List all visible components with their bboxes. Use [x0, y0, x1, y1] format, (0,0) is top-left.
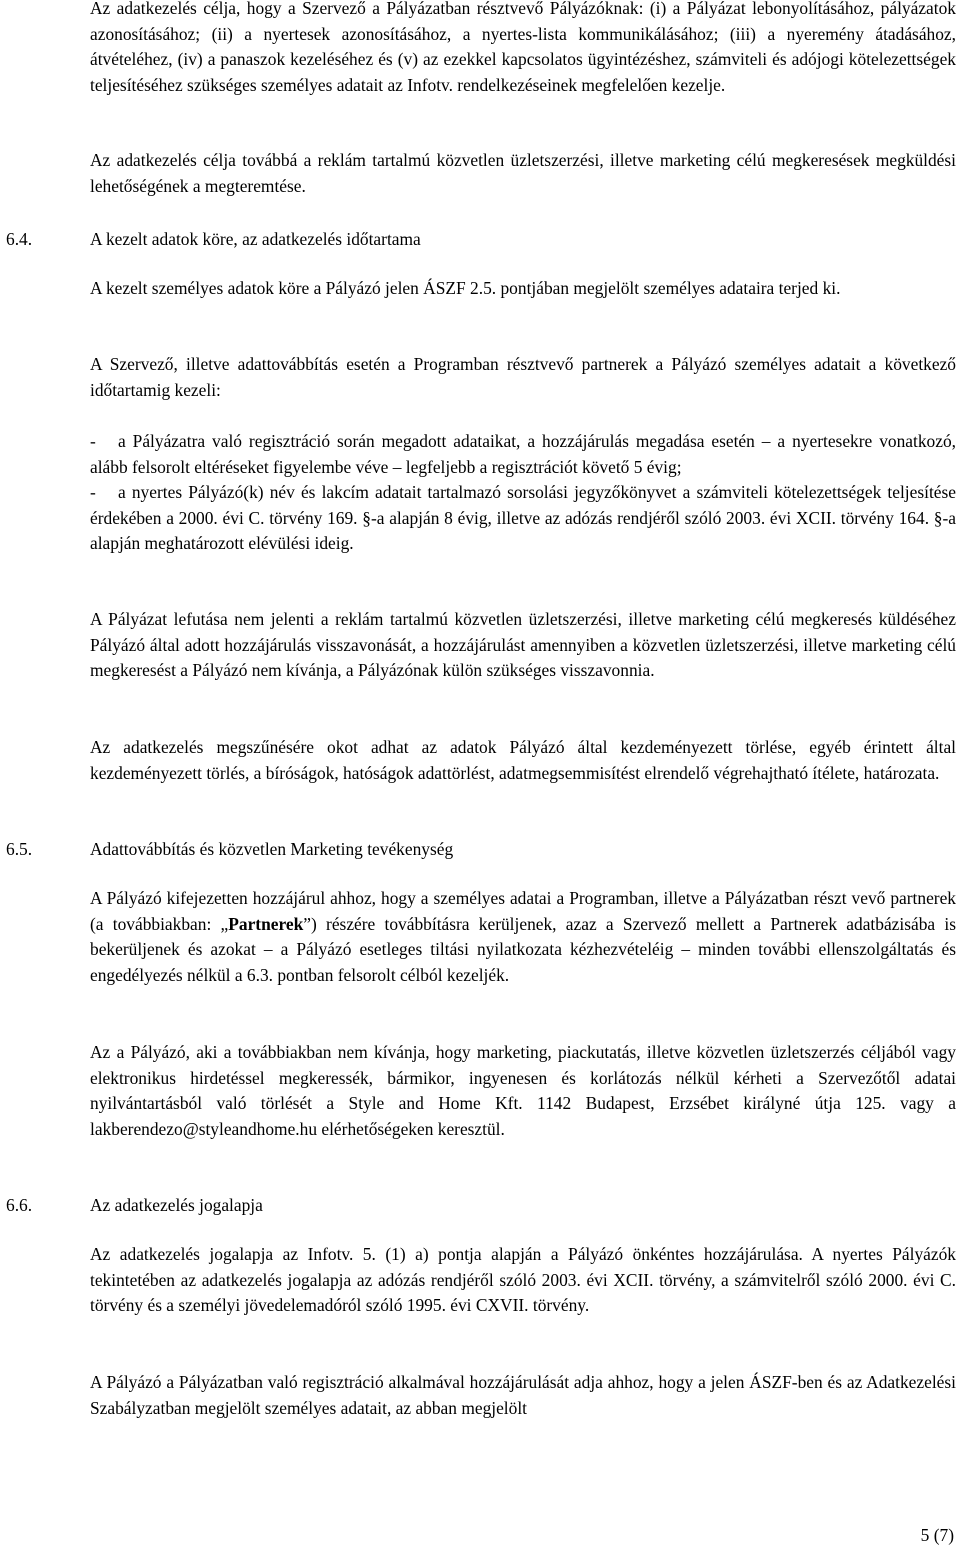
section-title: A kezelt adatok köre, az adatkezelés időtartama: [90, 229, 421, 249]
list-dash: -: [90, 482, 96, 503]
paragraph-marketing-purpose: Az adatkezelés célja továbbá a reklám tartalmú közvetlen üzletszerzési, illetve marketing célú megkeresések megküldési lehetőségének a megteremtése.: [90, 150, 956, 196]
section-heading-6-6: [6, 1193, 956, 1219]
list-item-text: a Pályázatra való regisztráció során megadott adataikat, a hozzájárulás megadása esetén – a nyertesekre vonatkozó, alább felsorolt eltéréseket figyelembe véve – legfeljebb a regisztrációt követő 5 évig;: [90, 431, 956, 477]
paragraph-consent-transfer: [90, 886, 956, 988]
partners-term: Partnerek: [228, 913, 304, 934]
paragraph-legal-basis: Az adatkezelés jogalapja az Infotv. 5. (1) a) pontja alapján a Pályázó önkéntes hozzájárulása. A nyertes Pályázók tekintetében az adatkezelés jogalapja az adózás rendjéről szóló 2003. évi XCII. törvény, a számvitelről szóló 2000. évi C. törvény és a személyi jövedelemadóról szóló 1995. évi CXVII. törvény.: [90, 1244, 956, 1316]
paragraph-data-scope: A kezelt személyes adatok köre a Pályázó jelen ÁSZF 2.5. pontjában megjelölt személyes adataira terjed ki.: [90, 278, 841, 298]
paragraph-termination: Az adatkezelés megszűnésére okot adhat az adatok Pályázó által kezdeményezett törlése, egyéb érintett által kezdeményezett törlés, a bíróságok, hatóságok adattörlést, adatmegsemmisítést elrendelő végrehajtható ítélete, határozata.: [90, 737, 956, 783]
retention-list: [90, 429, 956, 557]
list-item: [90, 480, 956, 557]
section-title: Adattovábbítás és közvetlen Marketing tevékenység: [90, 839, 454, 859]
paragraph-registration-consent: A Pályázó a Pályázatban való regisztráció alkalmával hozzájárulását adja ahhoz, hogy a jelen ÁSZF-ben és az Adatkezelési Szabályzatban megjelölt személyes adatait, az abban megjelölt: [90, 1372, 956, 1418]
section-number: 6.6.: [6, 1195, 33, 1215]
section-heading-6-5: [6, 837, 956, 863]
section-heading-6-4: [6, 227, 956, 253]
paragraph-purpose: Az adatkezelés célja, hogy a Szervező a Pályázatban résztvevő Pályázóknak: (i) a Pályázat lebonyolításához, pályázatok azonosításához; (ii) a nyertesek azonosításához, a nyertes-lista kommunikálásához; (iii) a nyeremény átadásához, átvételéhez, (iv) a panaszok kezeléséhez és (v) az ezekkel kapcsolatos ügyintézéshez, számviteli és adójogi kötelezettségek teljesítéséhez szükséges személyes adatait az Infotv. rendelkezéseinek megfelelően kezelje.: [90, 0, 956, 95]
list-item: [90, 429, 956, 480]
paragraph-opt-out: Az a Pályázó, aki a továbbiakban nem kívánja, hogy marketing, piackutatás, illetve közvetlen üzletszerzés céljából vagy elektronikus hirdetéssel megkeressék, bármikor, ingyenesen és korlátozás nélkül kérheti a Szervezőtől adatai nyilvántartásból való törlését a Style and Home Kft. 1142 Budapest, Erzsébet királyné útja 125. vagy a lakberendezo@styleandhome.hu elérhetőségeken keresztül.: [90, 1042, 956, 1139]
list-dash: -: [90, 431, 96, 451]
section-number: 6.4.: [6, 229, 33, 249]
paragraph-withdrawal: A Pályázat lefutása nem jelenti a reklám tartalmú közvetlen üzletszerzési, illetve marketing célú megkeresés küldéséhez Pályázó által adott hozzájárulás visszavonását, a hozzájárulást amennyiben a közvetlen üzletszerzési, illetve marketing célú megkeresést a Pályázó nem kívánja, a Pályázónak külön szükséges visszavonnia.: [90, 609, 956, 681]
paragraph-retention-intro: A Szervező, illetve adattovábbítás esetén a Programban résztvevő partnerek a Pályázó személyes adatait a következő időtartamig kezeli:: [90, 354, 956, 400]
consent-text-start: A Pályázó kifejezetten hozzájárul ahhoz, hogy a személyes adatai a Programban, illetve a Pályázatban részt vevő partnerek (a továbbiakban: „: [90, 888, 956, 934]
section-number: 6.5.: [6, 839, 33, 859]
page-number: 5 (7): [920, 1525, 954, 1545]
consent-text-end: ”) részére továbbításra kerüljenek, azaz a Szervező mellett a Partnerek adatbázisába is bekerüljenek és azokat – a Pályázó esetleges tiltási nyilatkozata kézhezvételéig – minden további ellenszolgáltatás és engedélyezés nélkül a 6.3. pontban felsorolt célból kezeljék.: [90, 913, 956, 985]
list-item-text: a nyertes Pályázó(k) név és lakcím adatait tartalmazó sorsolási jegyzőkönyvet a számviteli kötelezettségek teljesítése érdekében a 2000. évi C. törvény 169. §-a alapján 8 évig, illetve az adózás rendjéről szóló 2003. évi XCII. törvény 164. §-a alapján meghatározott elévülési ideig.: [90, 482, 956, 554]
section-title: Az adatkezelés jogalapja: [90, 1195, 263, 1215]
